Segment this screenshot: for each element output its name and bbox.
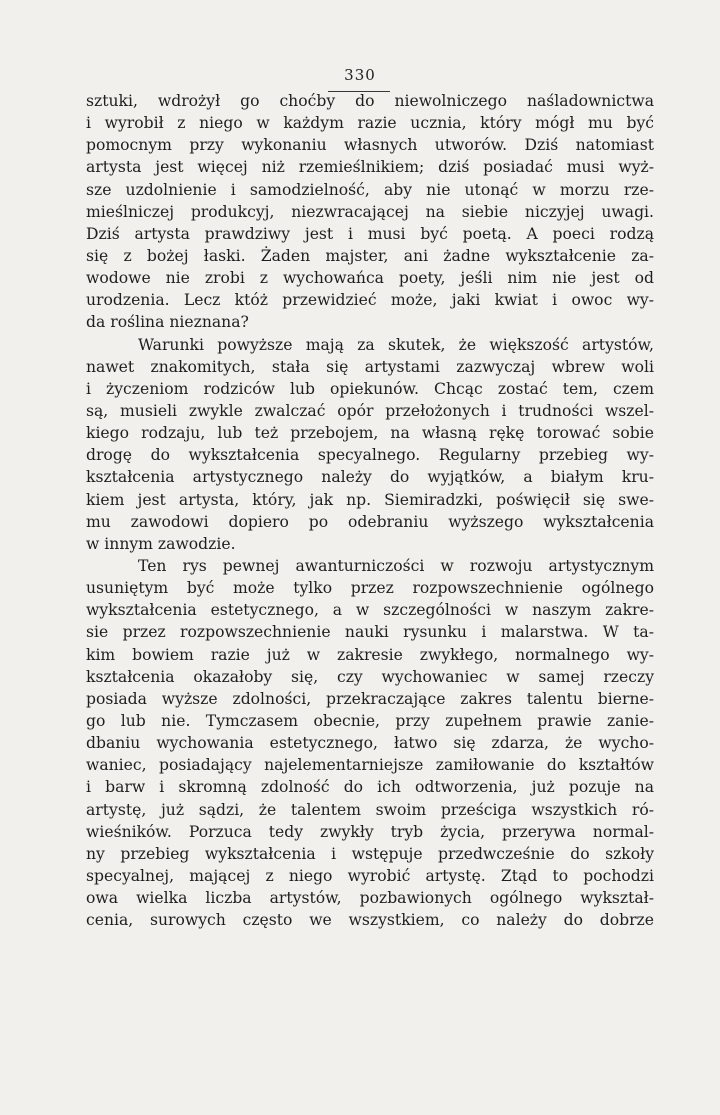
text-line: mieślniczej produkcyj, niezwracającej na siebie niczyjej uwagi. — [86, 202, 654, 221]
text-line: posiada wyższe zdolności, przekraczające zakres talentu bierne- — [86, 689, 654, 708]
text-line: kiem jest artysta, który, jak np. Siemiradzki, poświęcił się swe- — [86, 490, 654, 509]
text-line: drogę do wykształcenia specyalnego. Regularny przebieg wy- — [86, 446, 654, 465]
body-text — [86, 90, 654, 931]
text-line: waniec, posiadający najelementarniejsze zamiłowanie do kształtów — [86, 756, 654, 775]
text-line: cenia, surowych często we wszystkiem, co należy do dobrze — [86, 911, 654, 930]
text-line: i barw i skromną zdolność do ich odtworzenia, już pozuje na — [86, 778, 654, 797]
text-line-paragraph-start: Ten rys pewnej awanturniczości w rozwoju artystycznym — [138, 556, 654, 575]
text-line: kształcenia okazałoby się, czy wychowaniec w samej rzeczy — [86, 667, 654, 686]
text-line: się z bożej łaski. Żaden majster, ani żadne wykształcenie za- — [86, 246, 654, 265]
text-line: go lub nie. Tymczasem obecnie, przy zupełnem prawie zanie- — [86, 711, 654, 730]
text-line: artystę, już sądzi, że talentem swoim prześciga wszystkich ró- — [86, 800, 654, 819]
text-line: pomocnym przy wykonaniu własnych utworów. Dziś natomiast — [86, 136, 654, 155]
text-line: wykształcenia estetycznego, a w szczególności w naszym zakre- — [86, 601, 654, 620]
text-line: ny przebieg wykształcenia i wstępuje przedwcześnie do szkoły — [86, 844, 654, 863]
text-line: artysta jest więcej niż rzemieślnikiem; dziś posiadać musi wyż- — [86, 158, 654, 177]
text-line: Dziś artysta prawdziwy jest i musi być poetą. A poeci rodzą — [86, 224, 654, 243]
text-line: sze uzdolnienie i samodzielność, aby nie utonąć w morzu rze- — [86, 180, 654, 199]
text-line: sie przez rozpowszechnienie nauki rysunku i malarstwa. W ta- — [86, 623, 654, 642]
page-number: 330 — [344, 66, 376, 84]
text-line-paragraph-start: Warunki powyższe mają za skutek, że większość artystów, — [138, 335, 654, 354]
text-line: kiego rodzaju, lub też przebojem, na własną rękę torować sobie — [86, 424, 654, 443]
text-line: kształcenia artystycznego należy do wyjątków, a białym kru- — [86, 468, 654, 487]
text-line-paragraph-end: da roślina nieznana? — [86, 313, 249, 332]
text-line: kim bowiem razie już w zakresie zwykłego, normalnego wy- — [86, 645, 654, 664]
text-line: sztuki, wdrożył go choćby do niewolniczego naśladownictwa — [86, 92, 654, 110]
text-line: dbaniu wychowania estetycznego, łatwo się zdarza, że wycho- — [86, 734, 654, 753]
text-line: wodowe nie zrobi z wychowańca poety, jeśli nim nie jest od — [86, 269, 654, 288]
text-line: są, musieli zwykle zwalczać opór przełożonych i trudności wszel- — [86, 401, 654, 420]
text-line: wieśników. Porzuca tedy zwykły tryb życia, przerywa normal- — [86, 822, 654, 841]
text-line: nawet znakomitych, stała się artystami zazwyczaj wbrew woli — [86, 357, 654, 376]
text-line: usuniętym być może tylko przez rozpowszechnienie ogólnego — [86, 579, 654, 598]
text-line: mu zawodowi dopiero po odebraniu wyższego wykształcenia — [86, 512, 654, 531]
text-line: specyalnej, mającej z niego wyrobić artystę. Ztąd to pochodzi — [86, 866, 654, 885]
text-line: urodzenia. Lecz któż przewidzieć może, jaki kwiat i owoc wy- — [86, 291, 654, 310]
text-line: i życzeniom rodziców lub opiekunów. Chcąc zostać tem, czem — [86, 379, 654, 398]
text-line-paragraph-end: w innym zawodzie. — [86, 534, 236, 553]
text-line: owa wielka liczba artystów, pozbawionych ogólnego wykształ- — [86, 889, 654, 908]
text-line: i wyrobił z niego w każdym razie ucznia, który mógł mu być — [86, 114, 654, 133]
